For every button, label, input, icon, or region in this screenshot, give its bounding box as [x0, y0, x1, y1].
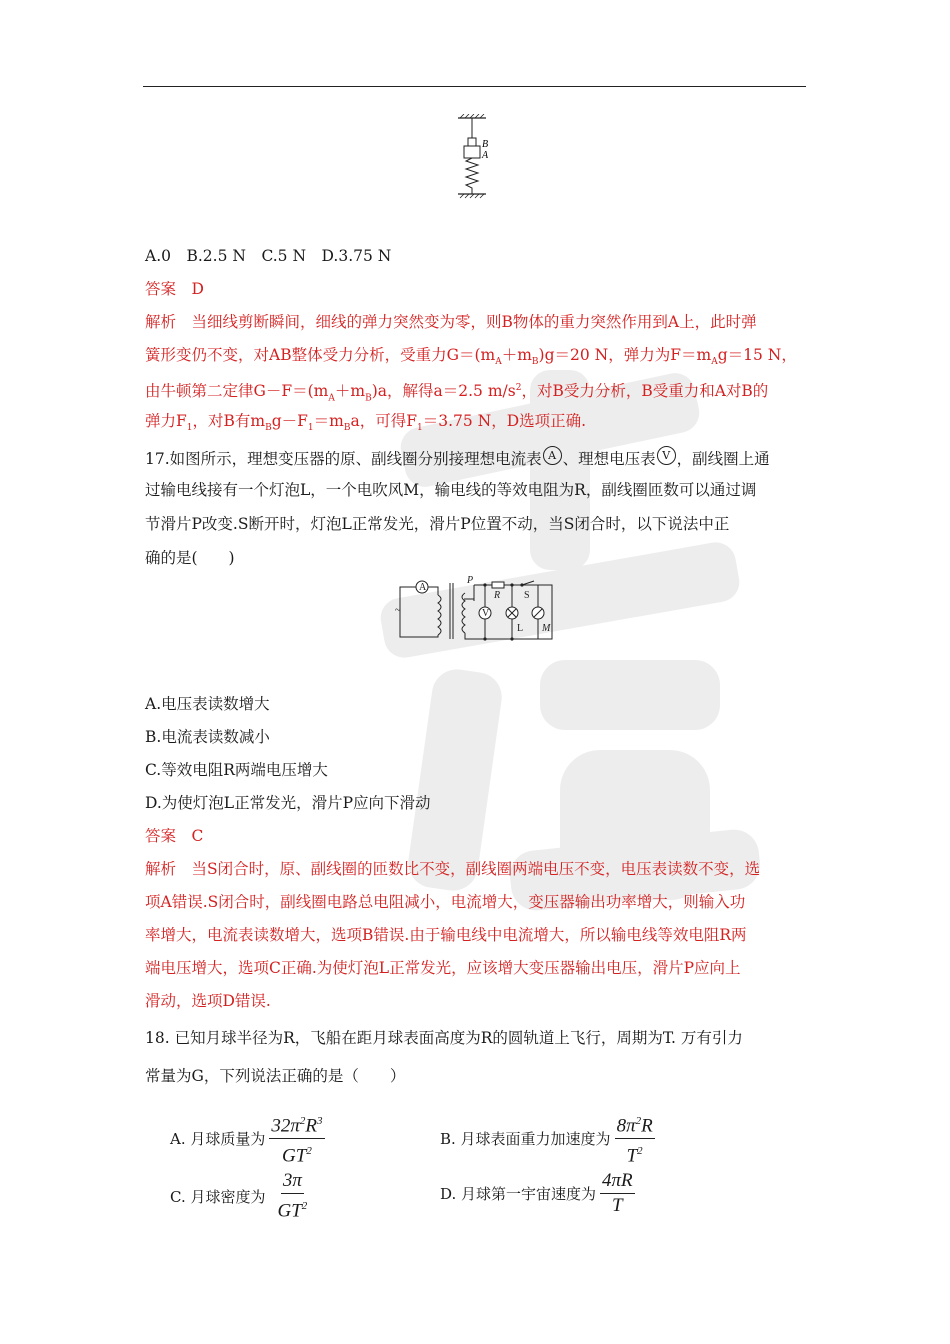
q17-analysis-line-3: 率增大，电流表读数增大，选项B错误.由于输电线中电流增大，所以输电线等效电阻R两: [145, 926, 747, 944]
voltmeter-symbol: V: [657, 446, 676, 465]
q17-option-d: D.为使灯泡L正常发光，滑片P应向下滑动: [145, 794, 431, 812]
q17-option-c: C.等效电阻R两端电压增大: [145, 761, 328, 779]
svg-text:V: V: [482, 608, 490, 619]
q17-analysis-line-5: 滑动，选项D错误.: [145, 992, 271, 1010]
q18-choice-d: D. 月球第一宇宙速度为 $\frac{4\pi R}{T}$: [440, 1170, 633, 1216]
q18-stem-line-2: 常量为G，下列说法正确的是（ ）: [145, 1067, 406, 1085]
answer-label: 答案: [145, 280, 177, 298]
q17-analysis-line-2: 项A错误.S闭合时，副线圈电路总电阻减小，电流增大，变压器输出功率增大，则输入功: [145, 893, 746, 911]
svg-text:A: A: [419, 582, 427, 593]
prev-analysis-line-4: 弹力$F_1$，对B有$m_Bg-F_1=m_Ba$，可得$F_1=3.75$ N，D选项正确.: [145, 412, 587, 434]
q17-option-a: A.电压表读数增大: [145, 695, 270, 713]
svg-text:L: L: [517, 623, 524, 634]
svg-text:P: P: [467, 575, 474, 586]
formula-fraction: $\frac{4\pi R}{T}$: [602, 1170, 633, 1216]
analysis-label: 解析: [145, 313, 177, 331]
q17-answer: [145, 826, 810, 846]
prev-analysis-line-2: 簧形变仍不变，对AB整体受力分析，受重力$G=(m_A+m_B)g=20$ N，弹力为$F=m_Ag=15$ N，: [145, 346, 797, 368]
q17-stem-line-3: 节滑片P改变.S断开时，灯泡L正常发光，滑片P位置不动，当S闭合时，以下说法中正: [145, 515, 730, 533]
q17-analysis-line-4: 端电压增大，选项C正确.为使灯泡L正常发光，应该增大变压器输出电压，滑片P应向上: [145, 959, 741, 977]
prev-options: A.0 B.2.5 N C.5 N D.3.75 N: [145, 247, 392, 265]
analysis-label: 解析: [145, 860, 177, 878]
answer-value: C: [191, 827, 204, 845]
q18-choice-a: A. 月球质量为 $\frac{32\pi^2R^3}{GT^2}$: [170, 1110, 325, 1168]
svg-text:A: A: [482, 150, 489, 161]
svg-text:M: M: [542, 623, 551, 634]
svg-text:B: B: [482, 139, 489, 150]
q18-choice-b: B. 月球表面重力加速度为 $\frac{8\pi^2R}{T^2}$: [440, 1110, 655, 1168]
prev-analysis-line-1: 解析 当细线剪断瞬间，细线的弹力突然变为零，则B物体的重力突然作用到A上，此时弹: [145, 313, 757, 331]
header-rule: [143, 86, 806, 87]
svg-text:R: R: [494, 590, 501, 601]
answer-label: 答案: [145, 827, 177, 845]
prev-answer: [145, 279, 810, 299]
transformer-circuit-figure: [392, 573, 562, 645]
q17-stem-line-4: 确的是( ): [145, 549, 235, 567]
prev-analysis-line-3: 由牛顿第二定律$G-F=(m_A+m_B)a$，解得a＝2.5 $m/s^2$，对B受力分析，B受重力和A对B的: [145, 382, 769, 404]
q17-stem-line-1: 17.如图所示，理想变压器的原、副线圈分别接理想电流表 A 、理想电压表 V ，副线圈上通: [145, 446, 810, 469]
formula-fraction: $\frac{8\pi^2R}{T^2}$: [615, 1110, 655, 1168]
q18-choice-c: C. 月球密度为 $\frac{3\pi}{GT^2}$: [170, 1170, 308, 1222]
spring-block-figure: [452, 114, 502, 200]
q17-option-b: B.电流表读数减小: [145, 728, 270, 746]
q18-stem-line-1: 18. 已知月球半径为R，飞船在距月球表面高度为R的圆轨道上飞行，周期为T. 万有引力: [145, 1029, 743, 1047]
q17-stem-line-2: 过输电线接有一个灯泡L，一个电吹风M，输电线的等效电阻为R，副线圈匝数可以通过调: [145, 481, 757, 499]
formula-fraction: $\frac{32\pi^2R^3}{GT^2}$: [269, 1110, 324, 1168]
answer-value: D: [191, 280, 204, 298]
q17-analysis-line-1: 解析 当S闭合时，原、副线圈的匝数比不变，副线圈两端电压不变，电压表读数不变，选: [145, 860, 761, 878]
ammeter-symbol: A: [543, 446, 562, 465]
svg-text:S: S: [524, 590, 530, 601]
svg-text:~: ~: [395, 605, 401, 616]
formula-fraction: $\frac{3\pi}{GT^2}$: [277, 1170, 308, 1222]
